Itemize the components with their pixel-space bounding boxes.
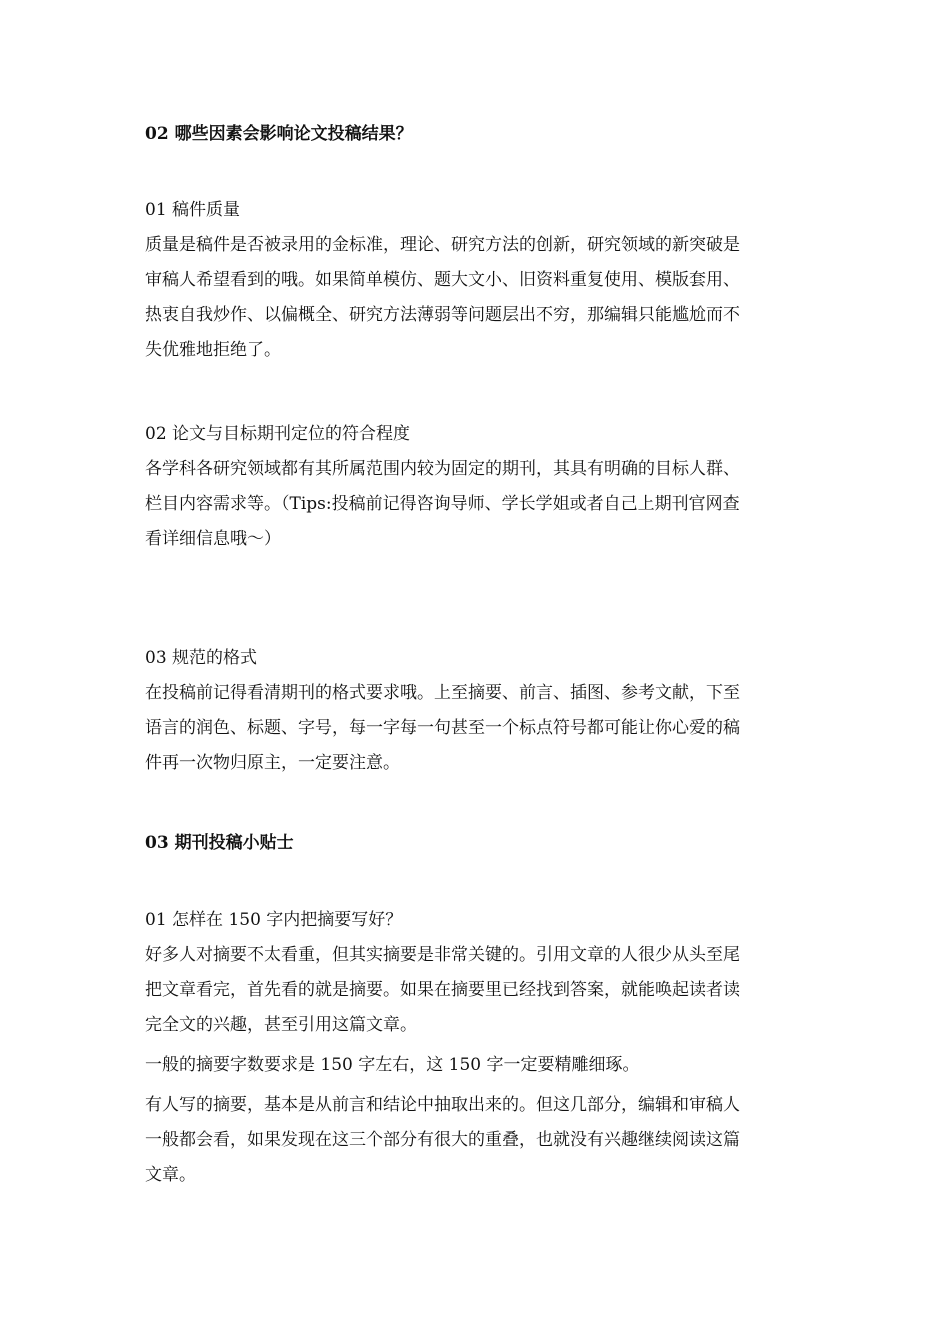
paragraph-line: 审稿人希望看到的哦。如果简单模仿、题大文小、旧资料重复使用、模版套用、	[145, 270, 740, 290]
paragraph-line: 看详细信息哦～）	[145, 529, 281, 549]
paragraph-line: 各学科各研究领域都有其所属范围内较为固定的期刊，其具有明确的目标人群、	[145, 459, 740, 479]
paragraph-line: 把文章看完，首先看的就是摘要。如果在摘要里已经找到答案，就能唤起读者读	[145, 980, 740, 1000]
paragraph-line: 文章。	[145, 1165, 196, 1185]
paragraph-line: 完全文的兴趣，甚至引用这篇文章。	[145, 1015, 417, 1035]
paragraph-line: 失优雅地拒绝了。	[145, 340, 281, 360]
paragraph-line: 语言的润色、标题、字号，每一字每一句甚至一个标点符号都可能让你心爱的稿	[145, 718, 740, 738]
paragraph-line: 热衷自我炒作、以偏概全、研究方法薄弱等问题层出不穷，那编辑只能尴尬而不	[145, 305, 740, 325]
paragraph-line: 质量是稿件是否被录用的金标准，理论、研究方法的创新，研究领域的新突破是	[145, 235, 740, 255]
item-title-abstract: 01 怎样在 150 字内把摘要写好？	[145, 910, 403, 930]
paragraph-line: 一般都会看，如果发现在这三个部分有很大的重叠，也就没有兴趣继续阅读这篇	[145, 1130, 740, 1150]
item-title-format: 03 规范的格式	[145, 648, 258, 668]
paragraph-line: 在投稿前记得看清期刊的格式要求哦。上至摘要、前言、插图、参考文献，下至	[145, 683, 740, 703]
paragraph-line: 好多人对摘要不太看重，但其实摘要是非常关键的。引用文章的人很少从头至尾	[145, 945, 740, 965]
section-heading-factors: 02 哪些因素会影响论文投稿结果？	[145, 124, 413, 144]
section-heading-tips: 03 期刊投稿小贴士	[145, 833, 294, 853]
paragraph-line: 有人写的摘要，基本是从前言和结论中抽取出来的。但这几部分，编辑和审稿人	[145, 1095, 740, 1115]
item-title-quality: 01 稿件质量	[145, 200, 241, 220]
paragraph-line: 件再一次物归原主，一定要注意。	[145, 753, 400, 773]
paragraph-line: 一般的摘要字数要求是 150 字左右，这 150 字一定要精雕细琢。	[145, 1055, 640, 1075]
paragraph-line: 栏目内容需求等。（Tips:投稿前记得咨询导师、学长学姐或者自己上期刊官网查	[145, 494, 740, 514]
item-title-journal-fit: 02 论文与目标期刊定位的符合程度	[145, 424, 411, 444]
